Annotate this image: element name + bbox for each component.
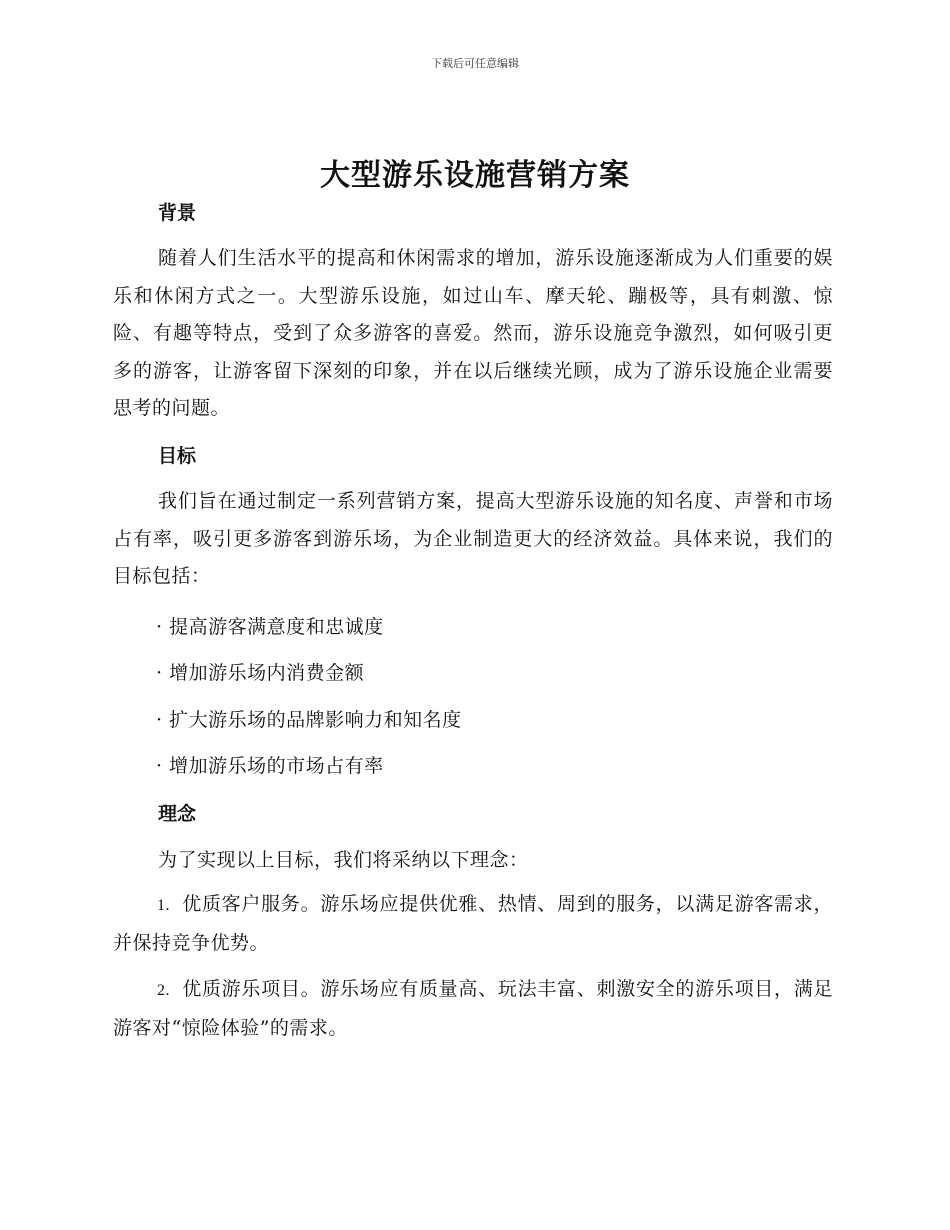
document-title: 大型游乐设施营销方案 [320,158,630,193]
goal-item-1: · 提高游客满意度和忠诚度 [156,616,384,638]
concept-intro: 为了实现以上目标，我们将采纳以下理念： [158,849,529,871]
heading-goals: 目标 [158,445,197,467]
paragraph-goals: 我们旨在通过制定一系列营销方案，提高大型游乐设施的知名度、声誉和市场占有率，吸引更多游客到游乐场，为企业制造更大的经济效益。具体来说，我们的目标包括： [113,490,833,587]
page-header: 下载后可任意编辑 [431,57,519,70]
goal-item-3: · 扩大游乐场的品牌影响力和知名度 [156,709,462,731]
concept-item-text: 优质客户服务。游乐场应提供优雅、热情、周到的服务，以满足游客需求，并保持竞争优势。 [113,893,833,954]
goal-item-2: · 增加游乐场内消费金额 [156,662,365,684]
paragraph-background: 随着人们生活水平的提高和休闲需求的增加，游乐设施逐渐成为人们重要的娱乐和休闲方式之一。大型游乐设施，如过山车、摩天轮、蹦极等，具有刺激、惊险、有趣等特点，受到了众多游客的喜爱。然而，游乐设施竞争激烈，如何吸引更多的游客，让游客留下深刻的印象，并在以后继续光顾，成为了游乐设施企业需要思考的问题。 [113,247,833,419]
list-number: 2. [157,982,170,999]
heading-background: 背景 [158,202,197,224]
heading-concept: 理念 [158,803,197,825]
goal-item-4: · 增加游乐场的市场占有率 [156,755,384,777]
concept-item-text: 优质游乐项目。游乐场应有质量高、玩法丰富、刺激安全的游乐项目，满足游客对“惊险体验”的需求。 [113,978,833,1039]
concept-item-2 [113,971,833,1047]
concept-item-1 [113,886,833,962]
list-number: 1. [157,897,170,914]
